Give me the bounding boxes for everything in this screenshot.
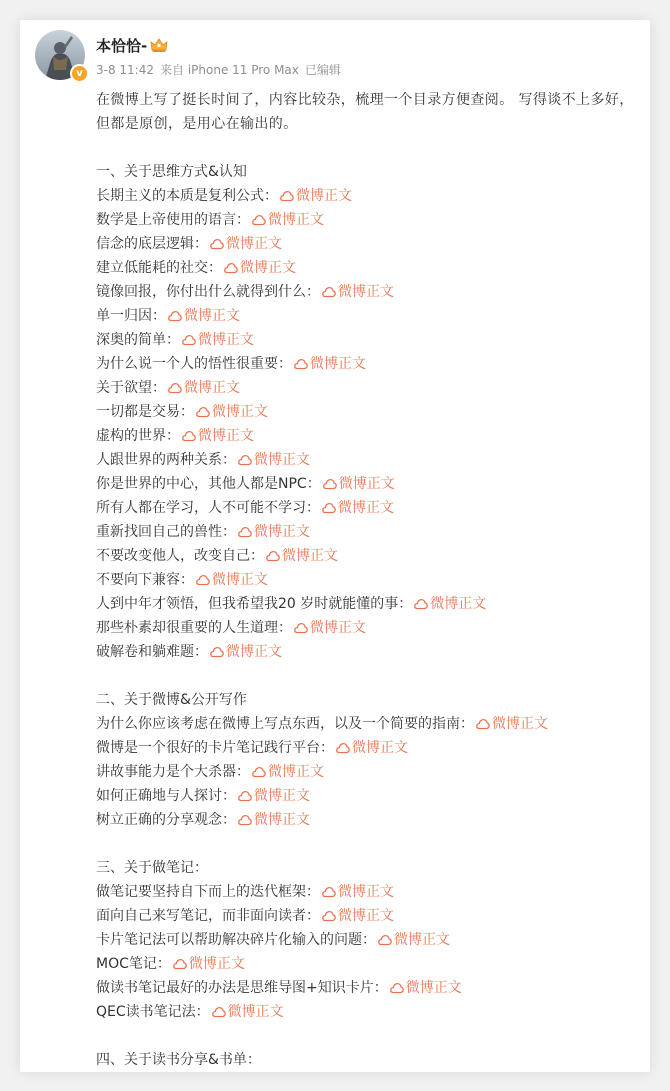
weibo-post-link[interactable] (294, 356, 366, 372)
toc-item (96, 400, 636, 424)
weibo-link-icon (238, 814, 252, 826)
toc-item-text: 数学是上帝使用的语言： (96, 212, 250, 228)
weibo-post-link-label: 微博正文 (212, 404, 268, 420)
weibo-link-icon (196, 574, 210, 586)
weibo-link-icon (252, 214, 266, 226)
weibo-post-link[interactable] (294, 620, 366, 636)
weibo-post-link[interactable] (168, 380, 240, 396)
weibo-link-icon (323, 478, 337, 490)
weibo-post-link[interactable] (238, 812, 310, 828)
toc-item-text: 建立低能耗的社交： (96, 260, 222, 276)
section-title: 四、关于读书分享&书单： (96, 1052, 261, 1068)
toc-item-text: 人跟世界的两种关系： (96, 452, 236, 468)
toc-item (96, 544, 636, 568)
toc-item (96, 208, 636, 232)
weibo-post-link[interactable] (476, 716, 548, 732)
section-title: 三、关于做笔记： (96, 860, 208, 876)
toc-item-text: 所有人都在学习，人不可能不学习： (96, 500, 320, 516)
toc-item-text: 树立正确的分享观念： (96, 812, 236, 828)
weibo-post-link[interactable] (182, 332, 254, 348)
toc-item (96, 880, 636, 904)
toc-item-text: 关于欲望： (96, 380, 166, 396)
toc-item (96, 640, 636, 664)
weibo-post-link[interactable] (252, 212, 324, 228)
toc-item (96, 976, 636, 1000)
weibo-post-link[interactable] (212, 1004, 284, 1020)
weibo-post-link-label: 微博正文 (394, 932, 450, 948)
toc-item-text: 重新找回自己的兽性： (96, 524, 236, 540)
toc-item-text: 你是世界的中心，其他人都是NPC： (96, 476, 321, 492)
weibo-post-link-label: 微博正文 (492, 716, 548, 732)
toc-item (96, 352, 636, 376)
post-header (96, 34, 347, 79)
weibo-post-link-label: 微博正文 (254, 524, 310, 540)
weibo-post-link[interactable] (323, 476, 395, 492)
toc-item (96, 520, 636, 544)
toc-item (96, 496, 636, 520)
weibo-post-link[interactable] (210, 236, 282, 252)
weibo-post-link-label: 微博正文 (338, 884, 394, 900)
weibo-post-link[interactable] (238, 524, 310, 540)
weibo-post-link[interactable] (280, 188, 352, 204)
toc-item (96, 1000, 636, 1024)
weibo-link-icon (336, 742, 350, 754)
toc-item-text: 为什么说一个人的悟性很重要： (96, 356, 292, 372)
weibo-link-icon (173, 958, 187, 970)
weibo-post-link-label: 微博正文 (310, 620, 366, 636)
blank-line (96, 1024, 636, 1048)
weibo-post-link-label: 微博正文 (310, 356, 366, 372)
weibo-post-card (20, 20, 650, 1072)
weibo-post-link-label: 微博正文 (184, 308, 240, 324)
weibo-post-link-label: 微博正文 (184, 380, 240, 396)
post-intro: 在微博上写了挺长时间了，内容比较杂，梳理一个目录方便查阅。 写得谈不上多好，但都是原创，是用心在输出的。 (96, 92, 634, 132)
weibo-post-link-label: 微博正文 (240, 260, 296, 276)
weibo-post-link-label: 微博正文 (198, 332, 254, 348)
toc-item (96, 328, 636, 352)
weibo-post-link-label: 微博正文 (227, 1004, 284, 1020)
weibo-link-icon (280, 190, 294, 202)
weibo-post-link[interactable] (182, 428, 254, 444)
weibo-post-link-label: 微博正文 (254, 788, 310, 804)
toc-item-text: 深奥的简单： (96, 332, 180, 348)
weibo-post-link-label: 微博正文 (352, 740, 408, 756)
weibo-post-link[interactable] (336, 740, 408, 756)
weibo-link-icon (210, 238, 224, 250)
weibo-link-icon (168, 382, 182, 394)
weibo-post-link[interactable] (266, 548, 338, 564)
post-time[interactable]: 3-8 11:42 (96, 63, 154, 77)
weibo-post-link-label: 微博正文 (338, 500, 394, 516)
toc-item-text: 一切都是交易： (96, 404, 194, 420)
weibo-link-icon (196, 406, 210, 418)
weibo-link-icon (294, 358, 308, 370)
toc-item-text: QEC读书笔记法： (96, 1004, 210, 1020)
toc-item-text: 面向自己来写笔记，而非面向读者： (96, 908, 320, 924)
member-crown-icon[interactable] (150, 36, 168, 60)
toc-item (96, 256, 636, 280)
post-meta (96, 61, 347, 79)
weibo-link-icon (212, 1006, 226, 1018)
toc-item (96, 904, 636, 928)
weibo-post-link[interactable] (390, 980, 462, 996)
weibo-post-link[interactable] (196, 404, 268, 420)
toc-item-text: 虚构的世界： (96, 428, 180, 444)
weibo-link-icon (390, 982, 404, 994)
weibo-post-link-label: 微博正文 (296, 188, 352, 204)
toc-item-text: 做笔记要坚持自下而上的迭代框架： (96, 884, 320, 900)
toc-item (96, 808, 636, 832)
weibo-post-link[interactable] (210, 644, 282, 660)
weibo-post-link[interactable] (322, 500, 394, 516)
weibo-link-icon (238, 526, 252, 538)
blank-line (96, 136, 636, 160)
toc-item (96, 952, 636, 976)
weibo-post-link-label: 微博正文 (254, 452, 310, 468)
weibo-link-icon (414, 598, 428, 610)
weibo-post-link[interactable] (414, 596, 486, 612)
toc-item (96, 424, 636, 448)
toc-item (96, 568, 636, 592)
weibo-link-icon (182, 430, 196, 442)
post-source: 来自 iPhone 11 Pro Max (160, 63, 299, 77)
weibo-post-link-label: 微博正文 (212, 572, 268, 588)
weibo-post-link-label: 微博正文 (254, 812, 310, 828)
weibo-post-link-label: 微博正文 (198, 428, 254, 444)
toc-item (96, 304, 636, 328)
toc-item-text: 单一归因： (96, 308, 166, 324)
weibo-link-icon (322, 910, 336, 922)
weibo-link-icon (224, 262, 238, 274)
weibo-link-icon (378, 934, 392, 946)
weibo-post-link-label: 微博正文 (268, 212, 324, 228)
blank-line (96, 664, 636, 688)
toc-item (96, 760, 636, 784)
weibo-link-icon (266, 550, 280, 562)
weibo-post-link-label: 微博正文 (405, 980, 462, 996)
weibo-post-link[interactable] (322, 284, 394, 300)
weibo-post-link[interactable] (173, 956, 245, 972)
weibo-link-icon (476, 718, 490, 730)
toc-item-text: MOC笔记： (96, 956, 171, 972)
weibo-post-link[interactable] (196, 572, 268, 588)
toc-item (96, 616, 636, 640)
toc-item-text: 不要改变他人，改变自己： (96, 548, 264, 564)
toc-item-text: 破解卷和躺难题： (96, 644, 208, 660)
section-title: 二、关于微博&公开写作 (96, 692, 247, 708)
toc-item-text: 卡片笔记法可以帮助解决碎片化输入的问题： (96, 932, 376, 948)
toc-item (96, 232, 636, 256)
weibo-link-icon (238, 790, 252, 802)
weibo-post-link[interactable] (252, 764, 324, 780)
toc-item (96, 472, 636, 496)
toc-item (96, 928, 636, 952)
toc-item (96, 376, 636, 400)
weibo-link-icon (322, 502, 336, 514)
toc-item-text: 讲故事能力是个大杀器： (96, 764, 250, 780)
toc-item-text: 那些朴素却很重要的人生道理： (96, 620, 292, 636)
section-title: 一、关于思维方式&认知 (96, 164, 247, 180)
weibo-post-link-label: 微博正文 (338, 284, 394, 300)
toc-item (96, 592, 636, 616)
weibo-link-icon (322, 286, 336, 298)
weibo-post-link[interactable] (238, 452, 310, 468)
weibo-link-icon (238, 454, 252, 466)
toc-item (96, 784, 636, 808)
weibo-post-link-label: 微博正文 (282, 548, 338, 564)
toc-item-text: 不要向下兼容： (96, 572, 194, 588)
weibo-post-link-label: 微博正文 (226, 644, 282, 660)
toc-item (96, 184, 636, 208)
edited-label[interactable]: 已编辑 (304, 63, 341, 77)
toc-item (96, 736, 636, 760)
weibo-post-link-label: 微博正文 (338, 476, 395, 492)
weibo-link-icon (168, 310, 182, 322)
author-name[interactable]: 本恰恰- (96, 37, 148, 55)
weibo-link-icon (294, 622, 308, 634)
weibo-link-icon (210, 646, 224, 658)
weibo-post-link[interactable] (378, 932, 450, 948)
weibo-post-link[interactable] (224, 260, 296, 276)
weibo-link-icon (322, 886, 336, 898)
toc-item-text: 信念的底层逻辑： (96, 236, 208, 252)
toc-item-text: 为什么你应该考虑在微博上写点东西，以及一个简要的指南： (96, 716, 474, 732)
weibo-post-link[interactable] (238, 788, 310, 804)
toc-item (96, 280, 636, 304)
verified-badge-icon: v (70, 64, 89, 83)
toc-item (96, 448, 636, 472)
blank-line (96, 832, 636, 856)
weibo-post-link-label: 微博正文 (430, 596, 487, 612)
weibo-post-link-label: 微博正文 (226, 236, 282, 252)
toc-item-text: 人到中年才领悟，但我希望我20 岁时就能懂的事： (96, 596, 413, 612)
post-content (96, 88, 636, 1072)
weibo-post-link[interactable] (322, 908, 394, 924)
weibo-post-link[interactable] (168, 308, 240, 324)
toc-item-text: 做读书笔记最好的办法是思维导图+知识卡片： (96, 980, 388, 996)
weibo-post-link-label: 微博正文 (188, 956, 245, 972)
weibo-post-link[interactable] (322, 884, 394, 900)
toc-item-text: 长期主义的本质是复利公式： (96, 188, 278, 204)
toc-item-text: 如何正确地与人探讨： (96, 788, 236, 804)
toc-item (96, 712, 636, 736)
weibo-link-icon (182, 334, 196, 346)
toc-item-text: 镜像回报，你付出什么就得到什么： (96, 284, 320, 300)
weibo-link-icon (252, 766, 266, 778)
weibo-post-link-label: 微博正文 (338, 908, 394, 924)
weibo-post-link-label: 微博正文 (268, 764, 324, 780)
toc-item-text: 微博是一个很好的卡片笔记践行平台： (96, 740, 334, 756)
